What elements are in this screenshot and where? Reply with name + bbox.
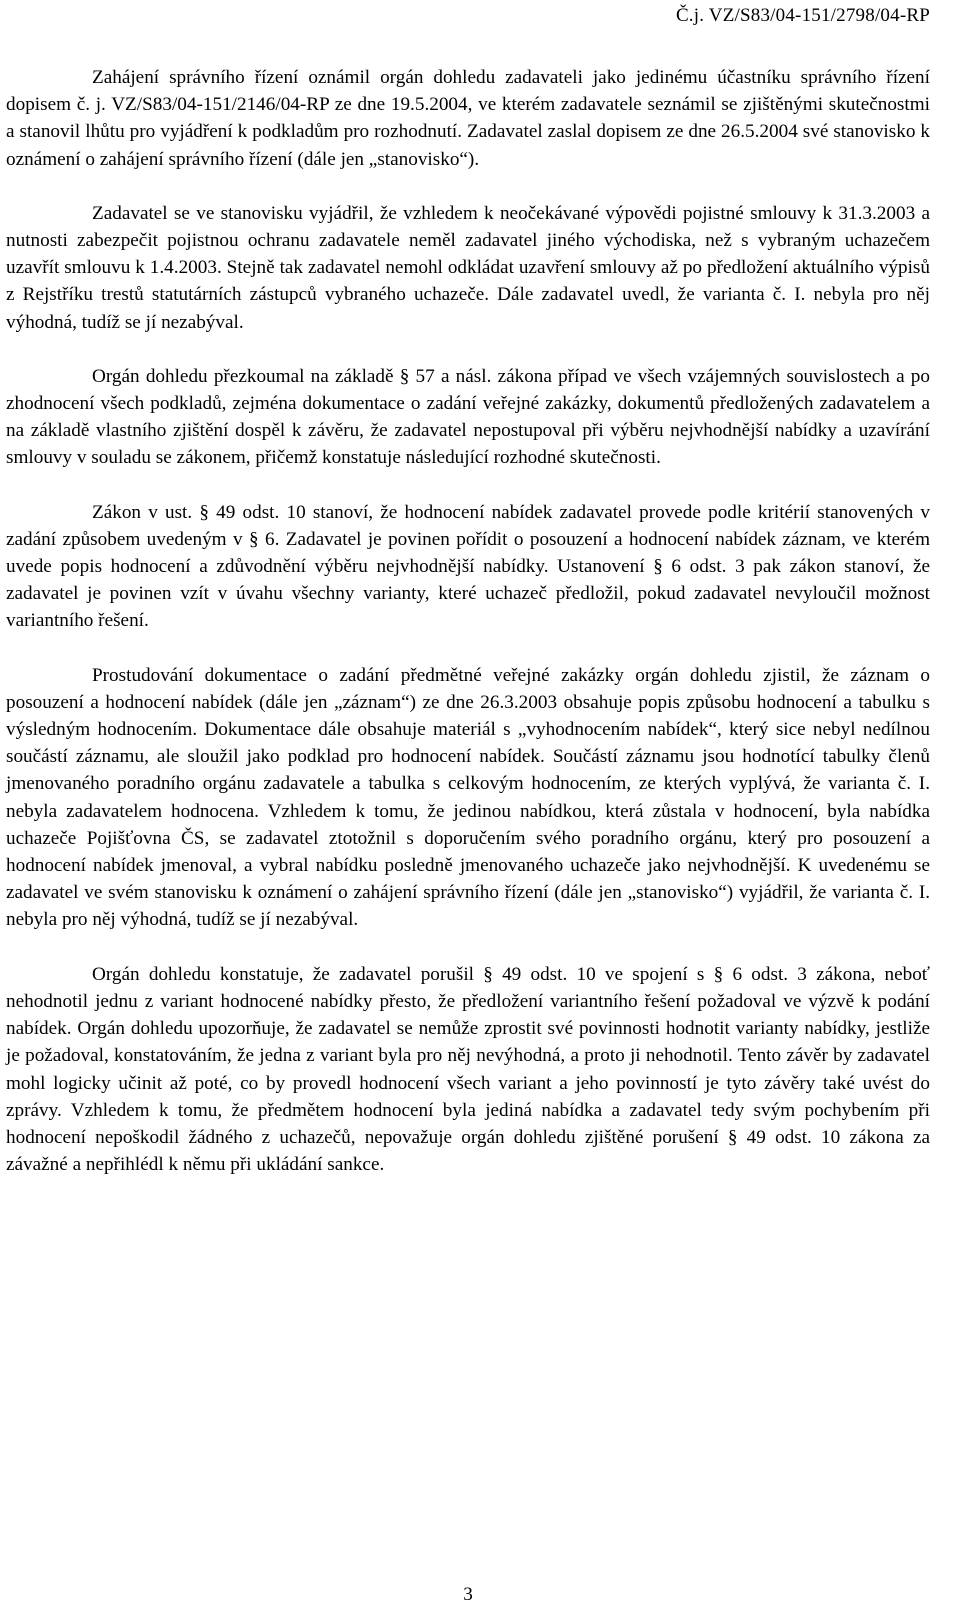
document-reference-number: Č.j. VZ/S83/04-151/2798/04-RP	[675, 5, 930, 26]
page-number: 3	[463, 1584, 473, 1605]
paragraph-stanovisko-zadavatele: Zadavatel se ve stanovisku vyjádřil, že vzhledem k neočekávané výpovědi pojistné smlouvy k 31.3.2003 a nutnosti zabezpečit pojistnou ochranu zadavatele neměl zadavatel jiného východiska, než s vybraným uchazečem uzavřít smlouvu k 1.4.2003. Stejně tak zadavatel nemohl odkládat uzavření smlouvy až po předložení aktuálního výpisů z Rejstříku trestů statutárních zástupců vybraného uchazeče. Dále zadavatel uvedl, že varianta č. I. nebyla pro něj výhodná, tudíž se jí nezabýval.	[6, 202, 930, 333]
paragraph-prostudovani-dokumentace: Prostudování dokumentace o zadání předmětné veřejné zakázky orgán dohledu zjistil, že záznam o posouzení a hodnocení nabídek (dále jen „záznam“) ze dne 26.3.2003 obsahuje popis způsobu hodnocení a tabulku s výsledným hodnocením. Dokumentace dále obsahuje materiál s „vyhodnocením nabídek“, který sice nebyl nedílnou součástí záznamu, ale sloužil jako podklad pro hodnocení nabídek. Součástí záznamu jsou hodnotící tabulky členů jmenovaného poradního orgánu zadavatele a tabulka s celkovým hodnocením, ze kterých vyplývá, že varianta č. I. nebyla zadavatelem hodnocena. Vzhledem k tomu, že jedinou nabídkou, která zůstala v hodnocení, byla nabídka uchazeče Pojišťovna ČS, se zadavatel ztotožnil s doporučením svého poradního orgánu, který pro posouzení a hodnocení nabídek jmenoval, a vybral nabídku posledně jmenovaného uchazeče jako nejvhodnější. K uvedenému se zadavatel ve svém stanovisku k oznámení o zahájení správního řízení (dále jen „stanovisko“) vyjádřil, že varianta č. I. nebyla pro něj výhodná, tudíž se jí nezabýval.	[6, 664, 930, 931]
paragraph-zakon-ustanoveni: Zákon v ust. § 49 odst. 10 stanoví, že hodnocení nabídek zadavatel provede podle kritérií stanovených v zadání způsobem uvedeným v § 6. Zadavatel je povinen pořídit o posouzení a hodnocení nabídek záznam, ve kterém uvede popis hodnocení a zdůvodnění výběru nejvhodnější nabídky. Ustanovení § 6 odst. 3 pak zákon stanoví, že zadavatel je povinen vzít v úvahu všechny varianty, které uchazeč předložil, pokud zadavatel nevyloučil možnost variantního řešení.	[6, 501, 930, 632]
document-body	[6, 64, 930, 1178]
paragraph-prezkoumani: Orgán dohledu přezkoumal na základě § 57 a násl. zákona případ ve všech vzájemných souvislostech a po zhodnocení všech podkladů, zejména dokumentace o zadání veřejné zakázky, dokumentů předložených zadavatelem a na základě vlastního zjištění dospěl k závěru, že zadavatel nepostupoval při výběru nejvhodnější nabídky a uzavírání smlouvy v souladu se zákonem, přičemž konstatuje následující rozhodné skutečnosti.	[6, 365, 930, 469]
paragraph-zahajeni-rizeni: Zahájení správního řízení oznámil orgán dohledu zadavateli jako jedinému účastníku správního řízení dopisem č. j. VZ/S83/04-151/2146/04-RP ze dne 19.5.2004, ve kterém zadavatele seznámil se zjištěnými skutečnostmi a stanovil lhůtu pro vyjádření k podkladům pro rozhodnutí. Zadavatel zaslal dopisem ze dne 26.5.2004 své stanovisko k oznámení o zahájení správního řízení (dále jen „stanovisko“).	[6, 67, 930, 170]
paragraph-konstatovani-poruseni: Orgán dohledu konstatuje, že zadavatel porušil § 49 odst. 10 ve spojení s § 6 odst. 3 zákona, neboť nehodnotil jednu z variant hodnocené nabídky přesto, že předložení variantního řešení požadoval ve výzvě k podání nabídek. Orgán dohledu upozorňuje, že zadavatel se nemůže zprostit své povinnosti hodnotit varianty nabídky, jestliže je požadoval, konstatováním, že jedna z variant byla pro něj nevýhodná, a proto ji nehodnotil. Tento závěr by zadavatel mohl logicky učinit až poté, co by provedl hodnocení všech variant a jeho povinností je tyto závěry také uvést do zprávy. Vzhledem k tomu, že předmětem hodnocení byla jediná nabídka a zadavatel tedy svým pochybením při hodnocení nepoškodil žádného z uchazečů, nepovažuje orgán dohledu zjištěné porušení § 49 odst. 10 zákona za závažné a nepřihlédl k němu při ukládání sankce.	[6, 963, 930, 1176]
